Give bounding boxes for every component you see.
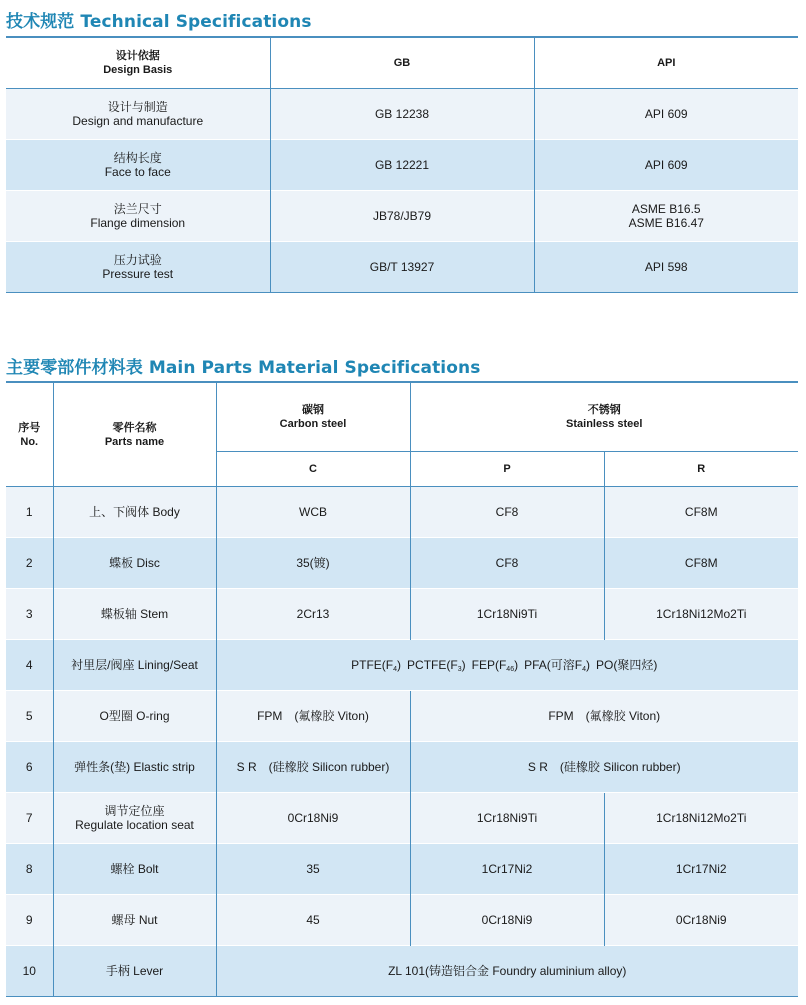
spec-item-cn: 结构长度 [113,151,162,165]
parts-row [6,589,798,640]
row-number-cell: 10 [6,946,53,997]
row-number-cell: 7 [6,793,53,844]
material-all-cell: ZL 101(铸造铝合金 Foundry aluminium alloy) [216,946,798,997]
material-r-cell: CF8M [604,538,798,589]
stainless-steel-cn: 不锈钢 [587,404,621,416]
part-name-cell [53,946,216,997]
stainless-steel-en: Stainless steel [566,418,643,430]
design-basis-header [6,37,270,89]
parts-row [6,640,798,691]
gb-standard-cell: GB 12238 [270,89,534,140]
part-name-cell [53,895,216,946]
gb-standard-cell: GB/T 13927 [270,242,534,293]
lining-material-sub: 4 [393,666,398,673]
stainless-steel-header [410,382,798,452]
part-name-line: 上、下阀体 Body [89,505,180,519]
tech-spec-title: 技术规范 Technical Specifications [6,12,312,32]
lining-material-base: PO(聚四烃) [596,658,658,672]
material-r-cell: CF8M [604,487,798,538]
tech-spec-row [6,242,798,293]
parts-row [6,538,798,589]
spec-item-cn: 法兰尺寸 [113,202,162,216]
tech-spec-row [6,89,798,140]
parts-row [6,895,798,946]
grade-c-header: C [216,452,410,487]
lining-material [472,658,518,672]
part-name-line: 螺母 Nut [111,913,158,927]
gb-standard-cell: GB 12221 [270,140,534,191]
tech-spec-header-row [6,37,798,89]
row-number-cell: 3 [6,589,53,640]
material-c-cell: 35 [216,844,410,895]
api-standard-cell [534,140,798,191]
parts-name-header-en: Parts name [104,435,165,448]
carbon-steel-cn: 碳钢 [302,404,324,416]
lining-material-sub: 3 [457,666,462,673]
material-c-cell: 35(镀) [216,538,410,589]
material-p-cell: 1Cr17Ni2 [410,844,604,895]
part-name-cell [53,793,216,844]
lining-material [351,658,401,672]
parts-row [6,844,798,895]
design-basis-cn: 设计依据 [115,50,160,62]
part-name-line: 蝶板 Disc [109,556,160,570]
lining-material-base: PCTFE(F [407,658,458,672]
parts-row [6,793,798,844]
grade-r-header: R [604,452,798,487]
parts-name-header-cn: 零件名称 [112,421,157,434]
lining-material-sub: 46 [506,666,515,673]
part-name-cell [53,538,216,589]
part-name-cell [53,589,216,640]
part-name-line: 螺栓 Bolt [110,862,159,876]
part-name-cell [53,691,216,742]
lining-material [596,658,657,672]
lining-material-end: ) [461,658,466,672]
parts-header-row-1 [6,382,798,452]
row-number-cell: 1 [6,487,53,538]
part-name-cell [53,487,216,538]
material-c-cell: FPM (氟橡胶 Viton) [216,691,410,742]
no-header-en: No. [20,435,39,448]
api-standard-line: API 609 [644,107,688,121]
spec-item-cell [6,191,270,242]
material-p-cell: 1Cr18Ni9Ti [410,589,604,640]
lining-material [407,658,466,672]
api-standard-line: API 598 [644,260,688,274]
gb-standard-cell: JB78/JB79 [270,191,534,242]
spec-item-en: Design and manufacture [72,114,204,128]
material-c-cell: 45 [216,895,410,946]
spec-item-cell [6,140,270,191]
row-number-cell: 2 [6,538,53,589]
part-name-line: 弹性条(垫) Elastic strip [74,760,195,774]
part-name-cell [53,742,216,793]
api-header: API [534,37,798,89]
lining-material-end: ) [514,658,519,672]
api-standard-cell [534,191,798,242]
part-name-line: Regulate location seat [75,818,194,832]
tech-spec-row [6,140,798,191]
design-basis-en: Design Basis [103,64,173,76]
no-header [6,382,53,487]
part-name-cell [53,640,216,691]
grade-p-header: P [410,452,604,487]
lining-material-end: ) [397,658,402,672]
material-p-cell: CF8 [410,538,604,589]
material-r-cell: 0Cr18Ni9 [604,895,798,946]
material-c-cell: 0Cr18Ni9 [216,793,410,844]
material-c-cell: WCB [216,487,410,538]
part-name-cell [53,844,216,895]
material-pr-cell: S R (硅橡胶 Silicon rubber) [410,742,798,793]
carbon-steel-header [216,382,410,452]
api-standard-cell [534,242,798,293]
part-name-line: O型圈 O-ring [99,709,170,723]
part-name-line: 调节定位座 [104,804,165,818]
material-p-cell: 0Cr18Ni9 [410,895,604,946]
part-name-line: 手柄 Lever [105,964,164,978]
spec-item-en: Flange dimension [90,216,186,230]
part-name-line: 蝶板轴 Stem [100,607,169,621]
material-r-cell: 1Cr18Ni12Mo2Ti [604,589,798,640]
lining-material [524,658,590,672]
part-name-line: 衬里层/阀座 Lining/Seat [71,658,198,672]
material-r-cell: 1Cr18Ni12Mo2Ti [604,793,798,844]
spec-item-cn: 设计与制造 [107,100,168,114]
tech-spec-table [6,36,798,293]
lining-material-base: PTFE(F [351,658,394,672]
parts-row [6,691,798,742]
spec-item-en: Pressure test [102,267,174,281]
row-number-cell: 9 [6,895,53,946]
parts-row [6,946,798,997]
parts-material-title: 主要零部件材料表 Main Parts Material Specifications [6,358,481,378]
material-c-cell: S R (硅橡胶 Silicon rubber) [216,742,410,793]
spec-item-cn: 压力试验 [113,253,162,267]
material-p-cell: CF8 [410,487,604,538]
material-p-cell: 1Cr18Ni9Ti [410,793,604,844]
lining-material-base: FEP(F [471,658,507,672]
api-standard-line: ASME B16.5 [631,202,701,216]
spec-item-cell [6,242,270,293]
carbon-steel-en: Carbon steel [279,418,347,430]
row-number-cell: 6 [6,742,53,793]
api-standard-line: API 609 [644,158,688,172]
lining-material-sub: 4 [582,666,587,673]
row-number-cell: 4 [6,640,53,691]
row-number-cell: 8 [6,844,53,895]
material-pr-cell: FPM (氟橡胶 Viton) [410,691,798,742]
api-standard-line: ASME B16.47 [628,216,704,230]
material-r-cell: 1Cr17Ni2 [604,844,798,895]
spec-item-cell [6,89,270,140]
lining-material-end: ) [586,658,591,672]
parts-name-header [53,382,216,487]
parts-row [6,487,798,538]
gb-header: GB [270,37,534,89]
lining-materials-cell [216,640,798,691]
lining-material-base: PFA(可溶F [524,658,583,672]
api-standard-cell [534,89,798,140]
material-c-cell: 2Cr13 [216,589,410,640]
row-number-cell: 5 [6,691,53,742]
spec-item-en: Face to face [104,165,171,179]
no-header-cn: 序号 [18,421,41,434]
tech-spec-row [6,191,798,242]
parts-material-table [6,381,798,997]
parts-row [6,742,798,793]
